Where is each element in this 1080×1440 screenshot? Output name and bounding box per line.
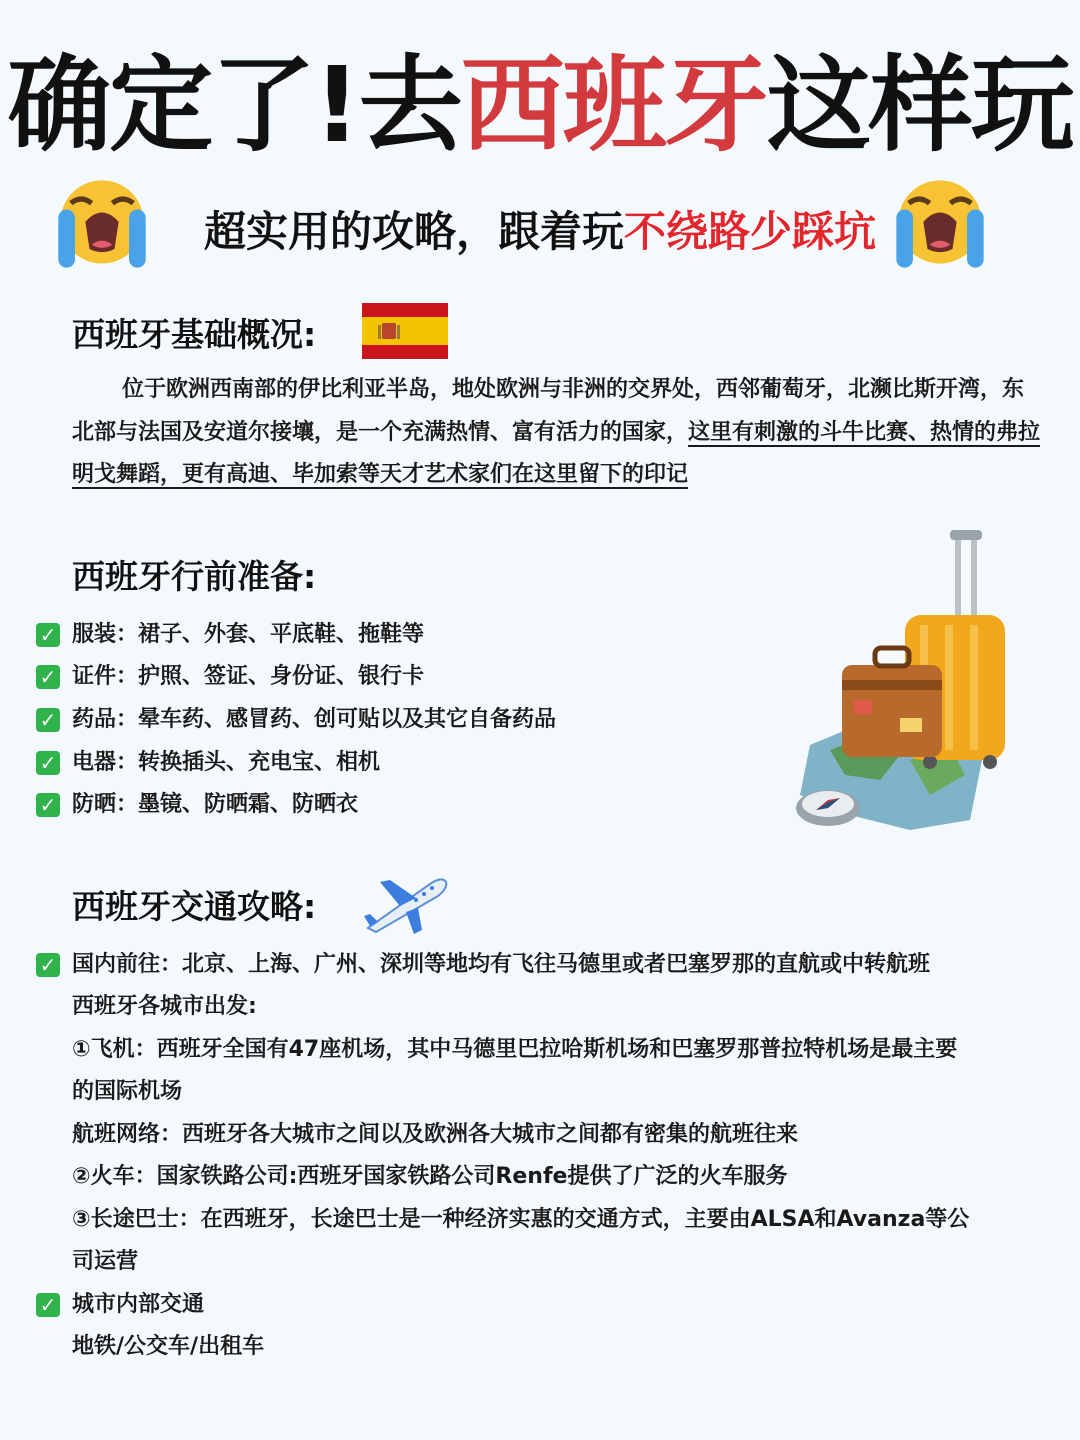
prep-item: 电器：转换插头、充电宝、相机 bbox=[72, 750, 381, 775]
check-icon: ✓ bbox=[36, 953, 60, 977]
transport-line: ②火车：国家铁路公司:西班牙国家铁路公司Renfe提供了广泛的火车服务 bbox=[72, 1164, 788, 1189]
page-title bbox=[0, 40, 1080, 170]
basics-paragraph bbox=[72, 369, 1044, 497]
prep-item: 证件：护照、签证、身份证、银行卡 bbox=[72, 664, 425, 689]
transport-line: 的国际机场 bbox=[72, 1079, 183, 1104]
prep-item: 服装：裙子、外套、平底鞋、拖鞋等 bbox=[72, 622, 425, 647]
title-part-2: 西班牙 bbox=[460, 44, 767, 166]
transport-heading: 西班牙交通攻略: bbox=[72, 887, 317, 926]
transport-line: ③长途巴士：在西班牙，长途巴士是一种经济实惠的交通方式，主要由ALSA和Avanza等公 bbox=[72, 1207, 970, 1232]
luggage-icon bbox=[790, 530, 1010, 835]
subtitle bbox=[0, 200, 1080, 264]
transport-line: 航班网络：西班牙各大城市之间以及欧洲各大城市之间都有密集的航班往来 bbox=[72, 1122, 799, 1147]
check-icon: ✓ bbox=[36, 708, 60, 732]
transport-line: 地铁/公交车/出租车 bbox=[72, 1334, 265, 1359]
subtitle-part-2: 不绕路少踩坑 bbox=[624, 207, 877, 256]
basics-text: 位于欧洲西南部的伊比利亚半岛，地处欧洲与非洲的交界处，西邻葡萄牙，北濒比斯开湾，东北部与法国及安道尔接壤，是一个充满热情、富有活力的国家， bbox=[72, 377, 1025, 445]
check-icon: ✓ bbox=[36, 623, 60, 647]
transport-line: 国内前往：北京、上海、广州、深圳等地均有飞往马德里或者巴塞罗那的直航或中转航班 bbox=[72, 952, 931, 977]
subtitle-part-1: 超实用的攻略，跟着玩 bbox=[203, 207, 624, 256]
check-icon: ✓ bbox=[36, 751, 60, 775]
check-icon: ✓ bbox=[36, 665, 60, 689]
prep-heading: 西班牙行前准备: bbox=[72, 557, 317, 596]
basics-highlight: 这里有刺激的斗牛比赛、热情的弗拉明戈舞蹈，更有高迪、毕加索等天才艺术家们在这里留下的印记 bbox=[72, 419, 1041, 487]
transport-line: 西班牙各城市出发: bbox=[72, 994, 257, 1019]
transport-line: 城市内部交通 bbox=[72, 1292, 205, 1317]
prep-item: 药品：晕车药、感冒药、创可贴以及其它自备药品 bbox=[72, 707, 557, 732]
title-part-3: 这样玩 bbox=[766, 44, 1073, 166]
airplane-icon bbox=[360, 870, 450, 936]
basics-heading: 西班牙基础概况: bbox=[72, 315, 317, 354]
check-icon: ✓ bbox=[36, 793, 60, 817]
check-icon: ✓ bbox=[36, 1293, 60, 1317]
prep-item: 防晒：墨镜、防晒霜、防晒衣 bbox=[72, 792, 359, 817]
title-part-1: 确定了!去 bbox=[7, 44, 461, 166]
transport-line: 司运营 bbox=[72, 1249, 139, 1274]
transport-line: ①飞机：西班牙全国有47座机场，其中马德里巴拉哈斯机场和巴塞罗那普拉特机场是最主要 bbox=[72, 1037, 958, 1062]
spain-flag-icon bbox=[362, 303, 448, 359]
